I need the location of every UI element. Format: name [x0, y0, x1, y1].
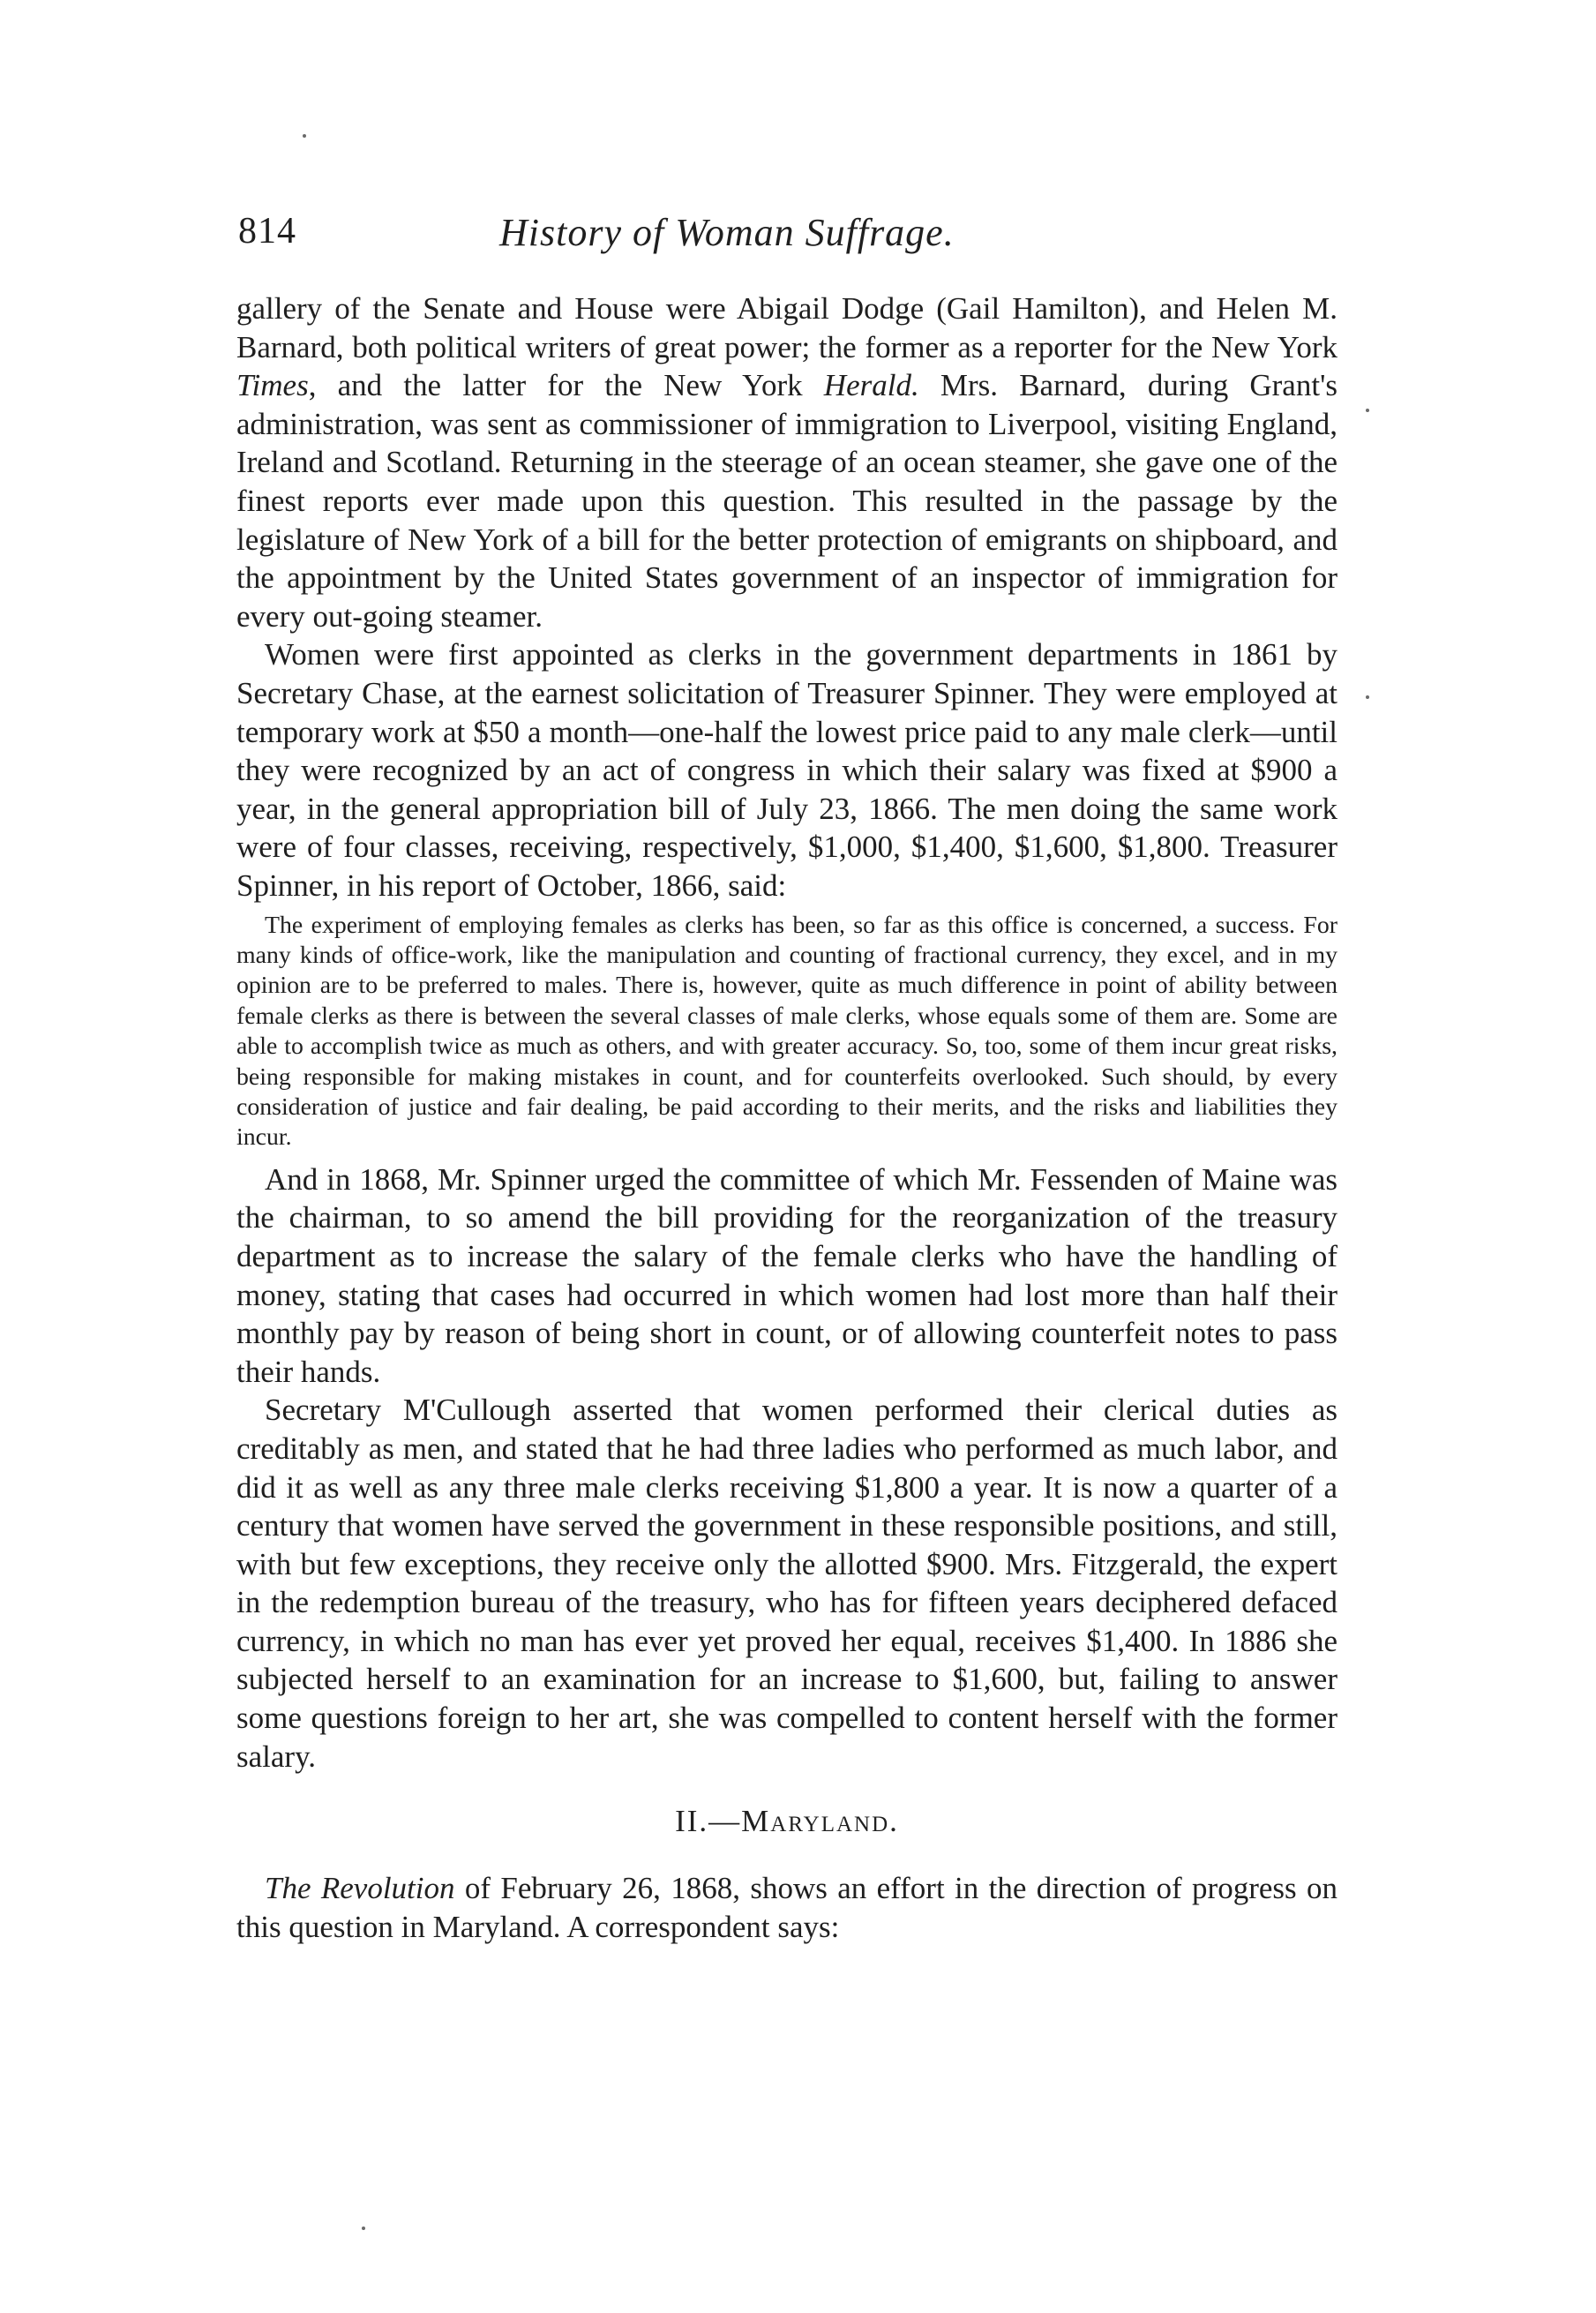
- body-text: [236, 289, 1337, 1946]
- paragraph-mccullough: Secretary M'Cullough asserted that women performed their clerical duties as creditably as men, and stated that he had three ladies who performed as much labor, and did it as well as any three male clerks receiving $1,800 a year. It is now a quarter of a century that women have served the government in these responsible positions, and still, with but few exceptions, they receive only the allotted $900. Mrs. Fitzgerald, the expert in the redemption bureau of the treasury, who has for fifteen years deciphered defaced currency, in which no man has ever yet proved her equal, receives $1,400. In 1886 she subjected herself to an examination for an increase to $1,600, but, failing to answer some questions foreign to her art, she was compelled to content herself with the former salary.: [236, 1393, 1337, 1774]
- section-heading: II.—Maryland.: [675, 1804, 899, 1839]
- running-head: [238, 210, 1359, 267]
- block-quote: The experiment of employing females as clerks has been, so far as this office is concerned, a success. For many kinds of office-work, like the manipulation and counting of fractional currency, they excel, and in my opinion are to be preferred to males. There is, however, quite as much difference in point of ability between female clerks as there is between the several classes of male clerks, whose equals some of them are. Some are able to accomplish twice as much as others, and with greater accuracy. So, too, some of them incur great risks, being responsible for making mistakes in count, and for counterfeits overlooked. Such should, by every consideration of justice and fair dealing, be paid according to their merits, and the risks and liabilities they incur.: [236, 911, 1337, 1152]
- newspaper-title: Herald.: [823, 368, 919, 403]
- speck: [1366, 695, 1369, 699]
- newspaper-title: The Revolution: [265, 1871, 455, 1906]
- paragraph-text: Mrs. Barnard, during Grant's administration, was sent as commissioner of immigration to Liverpool, visiting England, Ireland and Scotland. Returning in the steerage of an ocean steamer, she gave one of the finest reports ever made upon this question. This resulted in the passage by the legislature of New York of a bill for the better protection of emigrants on shipboard, and the appointment by the United States government of an inspector of immigration for every out-going steamer.: [236, 368, 1337, 634]
- paragraph-text: , and the latter for the New York: [308, 368, 824, 403]
- speck: [362, 2227, 365, 2230]
- paragraph-text: of February 26, 1868, shows an effort in the direction of progress on this question in Maryland. A correspondent says:: [236, 1871, 1337, 1944]
- running-title: History of Woman Suffrage.: [499, 211, 955, 254]
- paragraph-gallery: [236, 289, 1337, 635]
- newspaper-title: Times: [236, 368, 309, 403]
- page-number: 814: [238, 211, 296, 252]
- paragraph-text: gallery of the Senate and House were Abigail Dodge (Gail Hamilton), and Helen M. Barnard, both political writers of great power; the former as a reporter for the New York: [236, 291, 1337, 364]
- speck: [1366, 409, 1369, 412]
- paragraph-revolution: [236, 1869, 1337, 1946]
- speck: [303, 134, 306, 138]
- paragraph-clerks: Women were first appointed as clerks in the government departments in 1861 by Secretary Chase, at the earnest solicitation of Treasurer Spinner. They were employed at temporary work at $50 a month—one-half the lowest price paid to any male clerk—until they were recognized by an act of congress in which their salary was fixed at $900 a year, in the general appropriation bill of July 23, 1866. The men doing the same work were of four classes, receiving, respectively, $1,000, $1,400, $1,600, $1,800. Treasurer Spinner, in his report of October, 1866, said:: [236, 637, 1337, 903]
- paragraph-spinner: And in 1868, Mr. Spinner urged the committee of which Mr. Fessenden of Maine was the chairman, to so amend the bill providing for the reorganization of the treasury department as to increase the salary of the female clerks who have the handling of money, stating that cases had occurred in which women had lost more than half their monthly pay by reason of being short in count, or of allowing counterfeit notes to pass their hands.: [236, 1161, 1337, 1389]
